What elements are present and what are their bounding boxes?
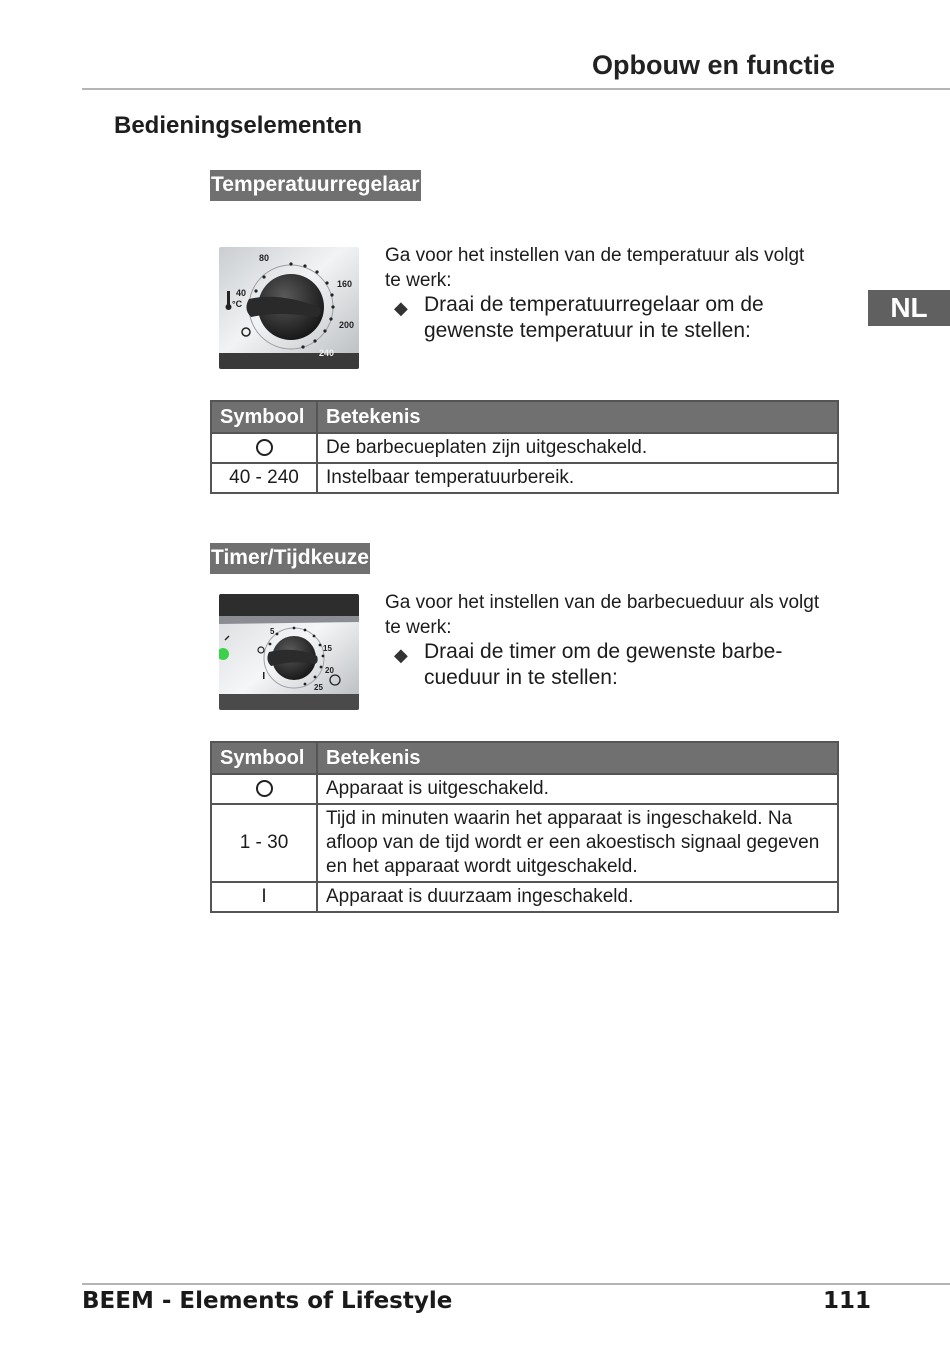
temperature-heading: Temperatuurregelaar	[210, 170, 421, 201]
table-row	[211, 774, 838, 804]
table-row	[211, 804, 838, 882]
diamond-bullet-icon: ◆	[394, 298, 408, 318]
meaning-cell: Apparaat is uitgeschakeld.	[317, 774, 838, 804]
symbol-cell	[211, 774, 317, 804]
dial-label: 15	[323, 644, 332, 653]
table-header-row	[211, 401, 838, 433]
symbol-cell: 40 - 240	[211, 463, 317, 493]
table-row	[211, 463, 838, 493]
footer-brand: BEEM - Elements of Lifestyle	[82, 1288, 453, 1314]
timer-symbol-table	[210, 741, 839, 913]
column-header-meaning: Betekenis	[317, 742, 838, 774]
section-title: Bedieningselementen	[114, 112, 363, 139]
language-badge: NL	[868, 290, 950, 326]
timer-intro-text: Ga voor het instellen van de barbecueduur als volgt te werk:	[385, 592, 820, 638]
column-header-symbol: Symbool	[211, 401, 317, 433]
meaning-cell: Tijd in minuten waarin het apparaat is ingeschakeld. Na afloop van de tijd wordt er een akoestisch signaal gegeven en het apparaat wordt uitgeschakeld.	[317, 804, 838, 882]
dial-label: 20	[325, 666, 334, 675]
page-number: 111	[823, 1288, 872, 1314]
dial-label: 40	[236, 288, 247, 298]
dial-label: 80	[259, 253, 270, 263]
timer-dial-photo	[219, 594, 359, 710]
column-header-symbol: Symbool	[211, 742, 317, 774]
temperature-symbol-table	[210, 400, 839, 494]
symbol-cell: I	[211, 882, 317, 912]
off-circle-icon	[256, 780, 273, 797]
meaning-cell: De barbecueplaten zijn uitgeschakeld.	[317, 433, 838, 463]
timer-heading: Timer/Tijdkeuze	[210, 543, 370, 574]
dial-label: 240	[319, 348, 335, 358]
dial-label: 5	[270, 627, 275, 636]
timer-instruction-text: Draai de timer om de gewenste barbe-cueduur in te stellen:	[424, 640, 783, 689]
temperature-instruction-text: Draai de temperatuurregelaar om de gewenste temperatuur in te stellen:	[424, 293, 764, 342]
table-header-row	[211, 742, 838, 774]
footer-divider	[82, 1283, 950, 1285]
table-row	[211, 882, 838, 912]
symbol-cell	[211, 433, 317, 463]
diamond-bullet-icon: ◆	[394, 645, 408, 665]
table-row	[211, 433, 838, 463]
dial-label: 160	[337, 279, 353, 289]
dial-label: °C	[232, 299, 243, 309]
dial-label: 25	[314, 683, 323, 692]
temperature-dial-photo	[219, 247, 359, 369]
temperature-intro-text: Ga voor het instellen van de temperatuur als volgt te werk:	[385, 245, 805, 291]
meaning-cell: Instelbaar temperatuurbereik.	[317, 463, 838, 493]
dial-label: 200	[339, 320, 355, 330]
header-divider	[82, 88, 950, 90]
column-header-meaning: Betekenis	[317, 401, 838, 433]
meaning-cell: Apparaat is duurzaam ingeschakeld.	[317, 882, 838, 912]
symbol-cell: 1 - 30	[211, 804, 317, 882]
page-header-title: Opbouw en functie	[592, 50, 835, 80]
off-circle-icon	[256, 439, 273, 456]
